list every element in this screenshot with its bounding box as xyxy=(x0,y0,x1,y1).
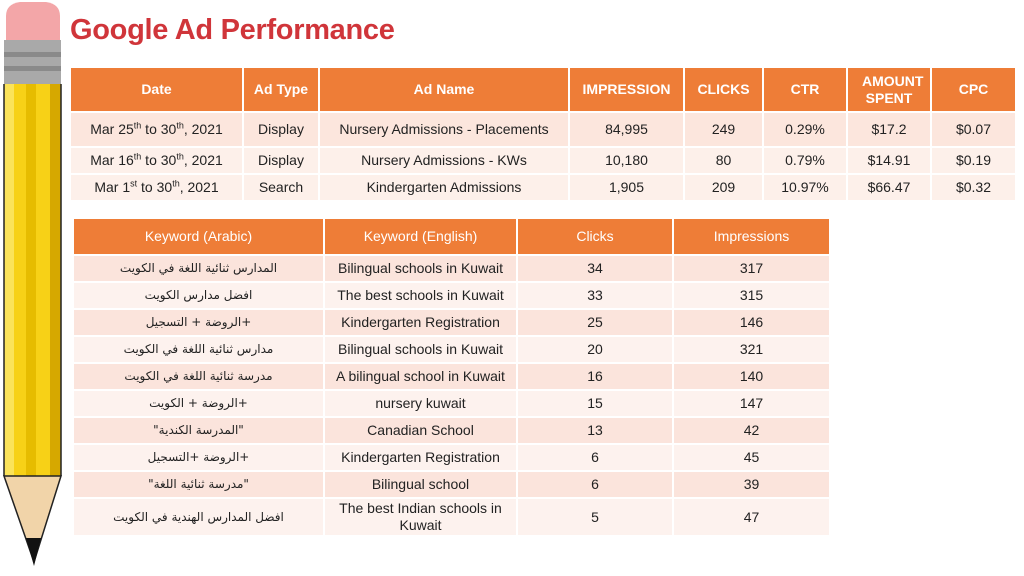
column-header: IMPRESSION xyxy=(570,68,683,111)
english-keyword-cell: nursery kuwait xyxy=(325,391,516,416)
table-row xyxy=(74,391,829,416)
clicks-cell: 5 xyxy=(518,499,672,535)
date-cell: Mar 16th to 30th, 2021 xyxy=(71,148,242,173)
table-row xyxy=(71,113,1015,146)
table-header-row xyxy=(74,219,829,254)
impressions-cell: 147 xyxy=(674,391,829,416)
arabic-keyword-cell: +الروضة +التسجيل xyxy=(74,445,323,470)
table-row xyxy=(74,499,829,535)
arabic-keyword-cell: +الروضة + الكويت xyxy=(74,391,323,416)
ad-name-cell: Nursery Admissions - Placements xyxy=(320,113,568,146)
table-row xyxy=(71,175,1015,200)
impressions-cell: 42 xyxy=(674,418,829,443)
english-keyword-cell: The best Indian schools in Kuwait xyxy=(325,499,516,535)
cpc-cell: $0.32 xyxy=(932,175,1015,200)
table-row xyxy=(74,472,829,497)
cpc-cell: $0.07 xyxy=(932,113,1015,146)
clicks-cell: 6 xyxy=(518,472,672,497)
page-title: Google Ad Performance xyxy=(70,14,395,46)
keyword-table xyxy=(72,217,831,537)
table-row xyxy=(74,337,829,362)
impressions-cell: 45 xyxy=(674,445,829,470)
ad-name-cell: Nursery Admissions - KWs xyxy=(320,148,568,173)
arabic-keyword-cell: افضل المدارس الهندية في الكويت xyxy=(74,499,323,535)
ad-name-cell: Kindergarten Admissions xyxy=(320,175,568,200)
clicks-cell: 6 xyxy=(518,445,672,470)
column-header: AMOUNT SPENT xyxy=(848,68,930,111)
english-keyword-cell: Canadian School xyxy=(325,418,516,443)
table-row xyxy=(74,310,829,335)
arabic-keyword-cell: افضل مدارس الكويت xyxy=(74,283,323,308)
table-row xyxy=(74,364,829,389)
pencil-icon xyxy=(0,0,64,576)
column-header: CLICKS xyxy=(685,68,762,111)
column-header: Impressions xyxy=(674,219,829,254)
impressions-cell: 317 xyxy=(674,256,829,281)
english-keyword-cell: A bilingual school in Kuwait xyxy=(325,364,516,389)
impression-cell: 1,905 xyxy=(570,175,683,200)
clicks-cell: 209 xyxy=(685,175,762,200)
clicks-cell: 15 xyxy=(518,391,672,416)
table-row xyxy=(74,256,829,281)
table-row xyxy=(74,445,829,470)
arabic-keyword-cell: مدارس ثنائية اللغة في الكويت xyxy=(74,337,323,362)
english-keyword-cell: The best schools in Kuwait xyxy=(325,283,516,308)
clicks-cell: 13 xyxy=(518,418,672,443)
ad-type-cell: Search xyxy=(244,175,318,200)
column-header: Keyword (English) xyxy=(325,219,516,254)
column-header: CPC xyxy=(932,68,1015,111)
clicks-cell: 33 xyxy=(518,283,672,308)
impressions-cell: 315 xyxy=(674,283,829,308)
ad-type-cell: Display xyxy=(244,113,318,146)
impression-cell: 10,180 xyxy=(570,148,683,173)
column-header: Keyword (Arabic) xyxy=(74,219,323,254)
table-row xyxy=(74,283,829,308)
ctr-cell: 0.79% xyxy=(764,148,846,173)
english-keyword-cell: Bilingual school xyxy=(325,472,516,497)
column-header: Date xyxy=(71,68,242,111)
column-header: CTR xyxy=(764,68,846,111)
arabic-keyword-cell: المدارس ثنائية اللغة في الكويت xyxy=(74,256,323,281)
impressions-cell: 321 xyxy=(674,337,829,362)
table-row xyxy=(71,148,1015,173)
clicks-cell: 249 xyxy=(685,113,762,146)
ctr-cell: 0.29% xyxy=(764,113,846,146)
column-header: Ad Name xyxy=(320,68,568,111)
ad-performance-table xyxy=(69,66,1017,202)
impressions-cell: 47 xyxy=(674,499,829,535)
impressions-cell: 146 xyxy=(674,310,829,335)
amount-spent-cell: $66.47 xyxy=(848,175,930,200)
ctr-cell: 10.97% xyxy=(764,175,846,200)
clicks-cell: 16 xyxy=(518,364,672,389)
english-keyword-cell: Kindergarten Registration xyxy=(325,445,516,470)
column-header: Clicks xyxy=(518,219,672,254)
column-header: Ad Type xyxy=(244,68,318,111)
clicks-cell: 20 xyxy=(518,337,672,362)
clicks-cell: 80 xyxy=(685,148,762,173)
arabic-keyword-cell: "مدرسة ثنائية اللغة" xyxy=(74,472,323,497)
english-keyword-cell: Bilingual schools in Kuwait xyxy=(325,256,516,281)
impression-cell: 84,995 xyxy=(570,113,683,146)
clicks-cell: 25 xyxy=(518,310,672,335)
table-header-row xyxy=(71,68,1015,111)
date-cell: Mar 25th to 30th, 2021 xyxy=(71,113,242,146)
arabic-keyword-cell: +الروضة + التسجيل xyxy=(74,310,323,335)
arabic-keyword-cell: "المدرسة الكندية" xyxy=(74,418,323,443)
cpc-cell: $0.19 xyxy=(932,148,1015,173)
impressions-cell: 140 xyxy=(674,364,829,389)
clicks-cell: 34 xyxy=(518,256,672,281)
english-keyword-cell: Bilingual schools in Kuwait xyxy=(325,337,516,362)
impressions-cell: 39 xyxy=(674,472,829,497)
date-cell: Mar 1st to 30th, 2021 xyxy=(71,175,242,200)
ad-type-cell: Display xyxy=(244,148,318,173)
amount-spent-cell: $14.91 xyxy=(848,148,930,173)
amount-spent-cell: $17.2 xyxy=(848,113,930,146)
english-keyword-cell: Kindergarten Registration xyxy=(325,310,516,335)
table-row xyxy=(74,418,829,443)
arabic-keyword-cell: مدرسة ثنائية اللغة في الكويت xyxy=(74,364,323,389)
